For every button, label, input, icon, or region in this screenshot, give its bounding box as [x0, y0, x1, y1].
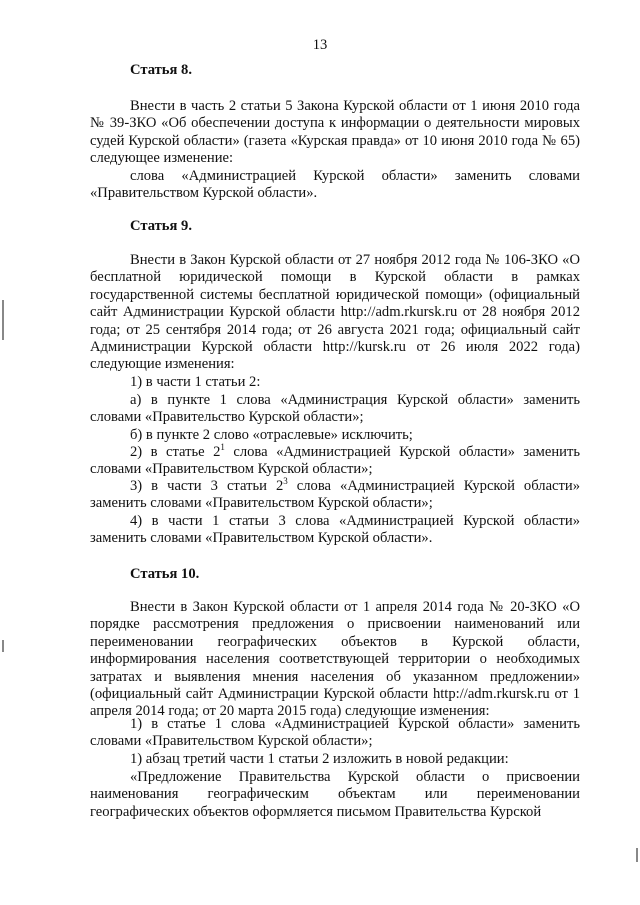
article-9-item-1b: б) в пункте 2 слово «отраслевые» исключить;: [130, 427, 413, 443]
article-10-quote: «Предложение Правительства Курской области о присвоении наименования географическим объектам или переименовании географических объектов оформляется письмом Правительства Курской: [90, 769, 580, 820]
article-9-item-2-post: слова «Администрацией Курской области» заменить словами «Правительством Курской области»;: [90, 444, 580, 478]
scan-edge-mark: [2, 640, 4, 652]
article-9-item-3-post: слова «Администрацией Курской области» заменить словами «Правительством Курской области»;: [90, 478, 581, 512]
article-9-item-1: 1) в части 1 статьи 2:: [130, 374, 261, 390]
article-8-paragraph-2: слова «Администрацией Курской области» заменить словами «Правительством Курской области».: [90, 168, 580, 202]
article-9-item-2: [90, 444, 580, 479]
page-number: 13: [312, 37, 328, 53]
article-10-heading: Статья 10.: [130, 566, 200, 582]
scan-edge-mark: [2, 300, 4, 340]
scan-edge-mark: [636, 848, 638, 862]
article-9-item-1a: а) в пункте 1 слова «Администрация Курской области» заменить словами «Правительство Курской области»;: [90, 392, 580, 426]
article-9-item-3-sup: 3: [283, 476, 288, 487]
article-9-item-4: 4) в части 1 статьи 3 слова «Администрацией Курской области» заменить словами «Правительством Курской области».: [90, 513, 580, 547]
article-9-item-2-sup: 1: [220, 442, 225, 453]
article-9-item-2-pre: 2) в статье 2: [130, 444, 221, 460]
article-9-paragraph-1: Внести в Закон Курской области от 27 ноября 2012 года № 106-ЗКО «О бесплатной юридической помощи в Курской области в рамках государственной системы бесплатной юридической помощи» (официальный сайт Администрации Курской области http://adm.rkursk.ru от 28 ноября 2012 года; от 25 сентября 2014 года; от 26 августа 2021 года; официальный сайт Администрации Курской области http://kursk.ru от 26 июля 2022 года) следующие изменения:: [90, 252, 580, 373]
article-9-heading: Статья 9.: [130, 218, 192, 234]
article-8-heading: Статья 8.: [130, 62, 192, 78]
article-9-item-3-pre: 3) в части 3 статьи 2: [130, 478, 284, 494]
article-9-item-3: [90, 478, 580, 513]
article-10-item-1: 1) в статье 1 слова «Администрацией Курской области» заменить словами «Правительством Курской области»;: [90, 716, 580, 750]
article-10-item-2: 1) абзац третий части 1 статьи 2 изложить в новой редакции:: [130, 751, 509, 767]
article-8-paragraph-1: Внести в часть 2 статьи 5 Закона Курской области от 1 июня 2010 года № 39-ЗКО «Об обеспечении доступа к информации о деятельности мировых судей Курской области» (газета «Курская правда» от 10 июня 2010 года № 65) следующее изменение:: [90, 98, 580, 167]
article-10-paragraph-1: Внести в Закон Курской области от 1 апреля 2014 года № 20-ЗКО «О порядке рассмотрения предложения о присвоении наименований или переименовании географических объектов в Курской области, информирования населения соответствующей территории о необходимых затратах и выявления мнения населения об указанном предложении» (официальный сайт Администрации Курской области http://adm.rkursk.ru от 1 апреля 2014 года; от 20 марта 2015 года) следующие изменения:: [90, 599, 580, 720]
